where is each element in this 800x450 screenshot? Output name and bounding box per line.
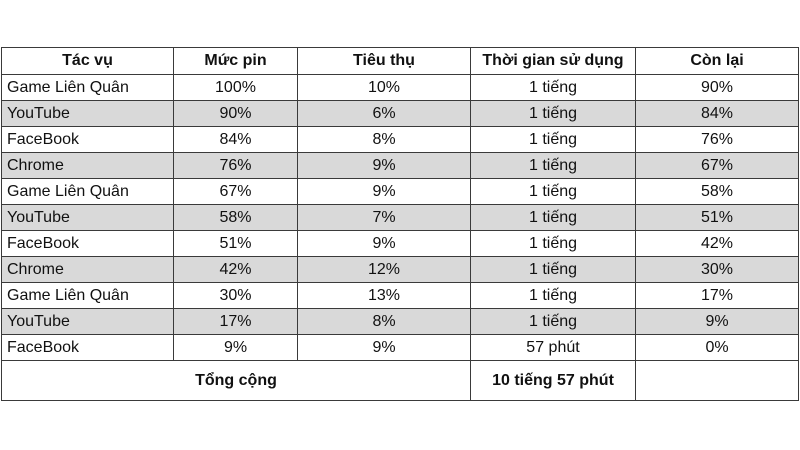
cell-consumption: 8% [298, 309, 471, 335]
header-remaining: Còn lại [636, 48, 799, 75]
total-label: Tổng cộng [2, 361, 471, 401]
cell-consumption: 7% [298, 205, 471, 231]
cell-battery-level: 90% [174, 101, 298, 127]
battery-usage-table [1, 47, 799, 401]
cell-task: Game Liên Quân [2, 179, 174, 205]
cell-remaining: 58% [636, 179, 799, 205]
header-task: Tác vụ [2, 48, 174, 75]
table-row [2, 231, 799, 257]
cell-task: Chrome [2, 153, 174, 179]
cell-usage-time: 57 phút [471, 335, 636, 361]
cell-remaining: 51% [636, 205, 799, 231]
total-usage-time: 10 tiếng 57 phút [471, 361, 636, 401]
cell-remaining: 76% [636, 127, 799, 153]
cell-battery-level: 30% [174, 283, 298, 309]
cell-usage-time: 1 tiếng [471, 153, 636, 179]
cell-battery-level: 58% [174, 205, 298, 231]
cell-task: Chrome [2, 257, 174, 283]
cell-usage-time: 1 tiếng [471, 257, 636, 283]
total-remaining [636, 361, 799, 401]
cell-battery-level: 84% [174, 127, 298, 153]
table-header-row [2, 48, 799, 75]
total-row [2, 361, 799, 401]
table-row [2, 257, 799, 283]
cell-task: Game Liên Quân [2, 283, 174, 309]
cell-consumption: 6% [298, 101, 471, 127]
cell-remaining: 9% [636, 309, 799, 335]
cell-consumption: 12% [298, 257, 471, 283]
cell-task: FaceBook [2, 231, 174, 257]
cell-task: YouTube [2, 101, 174, 127]
cell-consumption: 9% [298, 231, 471, 257]
cell-remaining: 42% [636, 231, 799, 257]
cell-remaining: 0% [636, 335, 799, 361]
cell-usage-time: 1 tiếng [471, 75, 636, 101]
cell-consumption: 9% [298, 335, 471, 361]
cell-usage-time: 1 tiếng [471, 283, 636, 309]
cell-task: YouTube [2, 205, 174, 231]
cell-remaining: 67% [636, 153, 799, 179]
header-consumption: Tiêu thụ [298, 48, 471, 75]
table-row [2, 75, 799, 101]
cell-battery-level: 9% [174, 335, 298, 361]
table-row [2, 127, 799, 153]
table-row [2, 101, 799, 127]
cell-consumption: 10% [298, 75, 471, 101]
table-row [2, 205, 799, 231]
cell-task: FaceBook [2, 335, 174, 361]
cell-remaining: 30% [636, 257, 799, 283]
cell-task: Game Liên Quân [2, 75, 174, 101]
cell-battery-level: 17% [174, 309, 298, 335]
cell-consumption: 8% [298, 127, 471, 153]
cell-battery-level: 76% [174, 153, 298, 179]
table-row [2, 153, 799, 179]
cell-battery-level: 42% [174, 257, 298, 283]
cell-consumption: 9% [298, 153, 471, 179]
table-row [2, 309, 799, 335]
cell-usage-time: 1 tiếng [471, 101, 636, 127]
cell-usage-time: 1 tiếng [471, 231, 636, 257]
cell-consumption: 9% [298, 179, 471, 205]
header-battery-level: Mức pin [174, 48, 298, 75]
table-row [2, 283, 799, 309]
cell-battery-level: 67% [174, 179, 298, 205]
cell-usage-time: 1 tiếng [471, 179, 636, 205]
cell-usage-time: 1 tiếng [471, 309, 636, 335]
cell-usage-time: 1 tiếng [471, 205, 636, 231]
cell-battery-level: 100% [174, 75, 298, 101]
cell-task: YouTube [2, 309, 174, 335]
table-row [2, 335, 799, 361]
battery-table-container [1, 47, 798, 401]
cell-battery-level: 51% [174, 231, 298, 257]
cell-consumption: 13% [298, 283, 471, 309]
cell-remaining: 84% [636, 101, 799, 127]
cell-task: FaceBook [2, 127, 174, 153]
cell-remaining: 17% [636, 283, 799, 309]
cell-usage-time: 1 tiếng [471, 127, 636, 153]
header-usage-time: Thời gian sử dụng [471, 48, 636, 75]
table-row [2, 179, 799, 205]
cell-remaining: 90% [636, 75, 799, 101]
